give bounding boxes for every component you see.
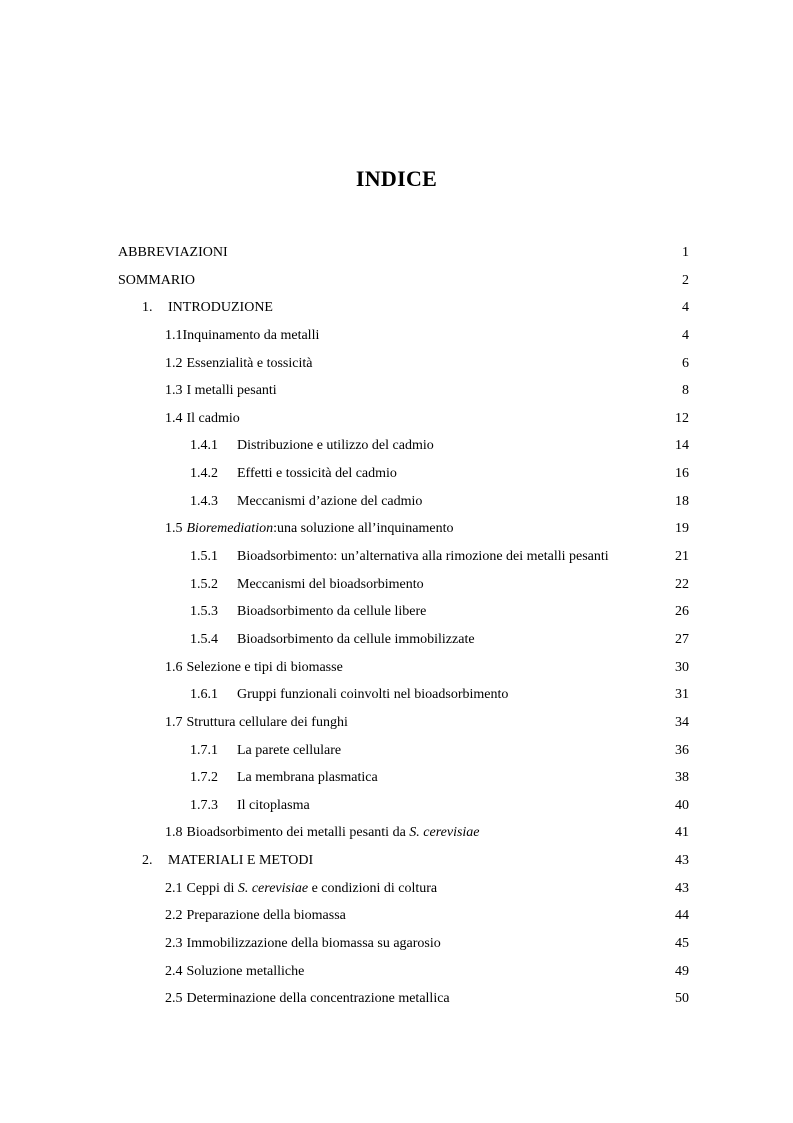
toc-entry-heading (190, 792, 310, 820)
toc-page-number: 27 (675, 631, 689, 647)
toc-entry-text: ABBREVIAZIONI (118, 245, 228, 260)
toc-entry-heading (142, 847, 313, 875)
toc-entry-1-4-1[interactable] (0, 432, 793, 460)
toc-entry-heading (165, 709, 348, 737)
toc-entry-1-5-1[interactable] (0, 543, 793, 571)
toc-entry-2-3[interactable] (0, 930, 793, 958)
toc-entry-heading (142, 294, 273, 322)
toc-page-number: 4 (682, 300, 689, 316)
toc-page-number: 34 (675, 714, 689, 730)
toc-entry-number: 1.5.4 (190, 631, 218, 647)
toc-entry-text: Bioadsorbimento da cellule immobilizzate (237, 631, 475, 647)
toc-entry-number: 1.1 (165, 327, 183, 343)
toc-entry-1-5-4[interactable] (0, 626, 793, 654)
toc-entry-number: 1.5.2 (190, 576, 218, 592)
toc-entry-text: MATERIALI E METODI (168, 853, 314, 869)
toc-entry-text: Bioadsorbimento da cellule libere (237, 604, 427, 620)
toc-page-number: 8 (682, 383, 689, 399)
toc-page-number: 45 (675, 936, 689, 952)
toc-entry-number: 1.3 (165, 383, 183, 399)
toc-entry-number: 1.5.3 (190, 604, 218, 620)
toc-entry-1-8[interactable] (0, 819, 793, 847)
toc-entry-heading (190, 432, 434, 460)
toc-entry-number: 1.8 (165, 825, 183, 841)
toc-entry-1-7-2[interactable] (0, 764, 793, 792)
toc-page-number: 41 (675, 825, 689, 841)
toc-entry-number: 1.5.1 (190, 549, 218, 565)
toc-entry-heading (165, 819, 480, 847)
toc-entry-text: I metalli pesanti (186, 383, 277, 399)
toc-entry-number: 1.6.1 (190, 687, 218, 703)
toc-entry-text: Essenzialità e tossicità (186, 355, 313, 371)
toc-page-number: 19 (675, 521, 689, 537)
toc-entry-number: 1. (142, 300, 153, 316)
toc-page-number: 4 (682, 327, 689, 343)
toc-page-number: 43 (675, 880, 689, 896)
toc-entry-1-7[interactable] (0, 709, 793, 737)
toc-entry-1-3[interactable] (0, 377, 793, 405)
toc-page-number: 36 (675, 742, 689, 758)
toc-entry-number: 2.2 (165, 908, 183, 924)
toc-entry-text: Preparazione della biomassa (186, 908, 346, 924)
toc-entry-heading (165, 958, 304, 986)
toc-entry-heading (190, 737, 341, 765)
toc-entry-number: 1.4.1 (190, 438, 218, 454)
toc-entry-text: Selezione e tipi di biomasse (186, 659, 343, 675)
toc-entry-number: 1.4 (165, 410, 183, 426)
toc-entry-1-4[interactable] (0, 405, 793, 433)
toc-entry-text: Meccanismi d’azione del cadmio (237, 493, 423, 509)
toc-entry-italic-text: S. cerevisiae (237, 880, 309, 896)
toc-page-number: 1 (682, 245, 689, 260)
toc-entry-heading (190, 488, 422, 516)
toc-page-number: 38 (675, 770, 689, 786)
toc-entry-number: 2.3 (165, 936, 183, 952)
toc-entry-heading (190, 543, 609, 571)
toc-entry-heading (165, 377, 277, 405)
toc-entry-text: Effetti e tossicità del cadmio (237, 466, 397, 482)
toc-page-number: 40 (675, 797, 689, 813)
toc-page-number: 43 (675, 853, 689, 869)
toc-entry-1-2[interactable] (0, 350, 793, 378)
toc-entry-1-7-1[interactable] (0, 737, 793, 765)
toc-entry-1-4-3[interactable] (0, 488, 793, 516)
toc-entry-1-5-3[interactable] (0, 598, 793, 626)
toc-entry-text: Gruppi funzionali coinvolti nel bioadsorbimento (237, 687, 509, 703)
toc-entry-number: 2.5 (165, 991, 183, 1007)
toc-entry-1-6-1[interactable] (0, 681, 793, 709)
toc-entry-1-7-3[interactable] (0, 792, 793, 820)
toc-entry-2-2[interactable] (0, 902, 793, 930)
toc-entry-number: 1.5 (165, 521, 183, 537)
toc-page-number: 6 (682, 355, 689, 371)
toc-entry-introduzione[interactable] (0, 294, 793, 322)
toc-entry-text: Bioadsorbimento dei metalli pesanti da (186, 825, 410, 841)
toc-entry-italic-text: S. cerevisiae (409, 825, 480, 841)
toc-entry-heading (190, 571, 424, 599)
toc-entry-text: Soluzione metalliche (186, 963, 305, 979)
toc-entry-text: Immobilizzazione della biomassa su agarosio (186, 936, 441, 952)
toc-entry-abbreviazioni[interactable] (0, 239, 793, 267)
toc-entry-1-5-2[interactable] (0, 571, 793, 599)
toc-entry-1-4-2[interactable] (0, 460, 793, 488)
toc-entry-number: 2. (142, 853, 153, 869)
toc-entry-text: Meccanismi del bioadsorbimento (237, 576, 424, 592)
toc-entry-heading (190, 598, 426, 626)
toc-page-number: 16 (675, 466, 689, 482)
toc-entry-1-1[interactable] (0, 322, 793, 350)
toc-page-number: 21 (675, 549, 689, 565)
toc-entry-sommario[interactable] (0, 267, 793, 295)
toc-entry-text: Determinazione della concentrazione metallica (186, 991, 450, 1007)
toc-entry-text: Distribuzione e utilizzo del cadmio (237, 438, 434, 454)
toc-entry-heading (165, 654, 343, 682)
toc-page-number: 22 (675, 576, 689, 592)
toc-entry-text: Struttura cellulare dei funghi (186, 714, 348, 730)
toc-entry-heading (165, 985, 450, 1013)
toc-page-number: 31 (675, 687, 689, 703)
toc-entry-text: Ceppi di (186, 880, 238, 896)
toc-entry-heading (165, 902, 346, 930)
toc-page-number: 2 (682, 272, 689, 288)
toc-page-number: 30 (675, 659, 689, 675)
toc-entry-number: 2.1 (165, 880, 183, 896)
toc-entry-2-5[interactable] (0, 985, 793, 1013)
toc-page-number: 44 (675, 908, 689, 924)
toc-entry-heading (190, 626, 475, 654)
toc-page-number: 12 (675, 410, 689, 426)
toc-entry-2-4[interactable] (0, 958, 793, 986)
toc-entry-text: Il citoplasma (237, 797, 310, 813)
toc-entry-heading (190, 681, 508, 709)
toc-entry-number: 1.7.2 (190, 770, 218, 786)
toc-entry-text: Bioadsorbimento: un’alternativa alla rimozione dei metalli pesanti (237, 549, 609, 565)
toc-entry-heading (165, 322, 319, 350)
toc-entry-number: 1.4.3 (190, 493, 218, 509)
toc-entry-1-6[interactable] (0, 654, 793, 682)
toc-entry-number: 2.4 (165, 963, 183, 979)
toc-entry-number: 1.7 (165, 714, 183, 730)
toc-entry-heading (165, 405, 240, 433)
toc-entry-text: SOMMARIO (118, 272, 196, 288)
toc-entry-heading (165, 875, 437, 903)
toc-page-number: 50 (675, 991, 689, 1007)
toc-entry-1-5[interactable] (0, 515, 793, 543)
toc-entry-text: Inquinamento da metalli (182, 327, 320, 343)
toc-entry-number: 1.7.1 (190, 742, 218, 758)
page-title: INDICE (355, 166, 438, 191)
table-of-contents (0, 239, 793, 1013)
toc-page-number: 49 (675, 963, 689, 979)
toc-entry-text: INTRODUZIONE (168, 300, 273, 316)
toc-entry-text: La membrana plasmatica (237, 770, 378, 786)
toc-entry-heading (165, 930, 441, 958)
toc-page-number: 14 (675, 438, 689, 454)
toc-page-number: 18 (675, 493, 689, 509)
toc-entry-italic-text: Bioremediation (186, 521, 274, 537)
toc-page-number: 26 (675, 604, 689, 620)
toc-entry-materiali-e-metodi[interactable] (0, 847, 793, 875)
toc-entry-text: :una soluzione all’inquinamento (273, 521, 454, 537)
toc-entry-text: La parete cellulare (237, 742, 342, 758)
toc-entry-heading (190, 460, 397, 488)
toc-entry-number: 1.4.2 (190, 466, 218, 482)
toc-entry-text-after: e condizioni di coltura (308, 880, 438, 896)
toc-entry-heading (165, 350, 312, 378)
toc-entry-number: 1.2 (165, 355, 183, 371)
toc-entry-heading (165, 515, 453, 543)
toc-entry-heading (190, 764, 378, 792)
toc-entry-text: Il cadmio (186, 410, 240, 426)
toc-entry-number: 1.7.3 (190, 797, 218, 813)
toc-entry-2-1[interactable] (0, 875, 793, 903)
toc-entry-number: 1.6 (165, 659, 183, 675)
